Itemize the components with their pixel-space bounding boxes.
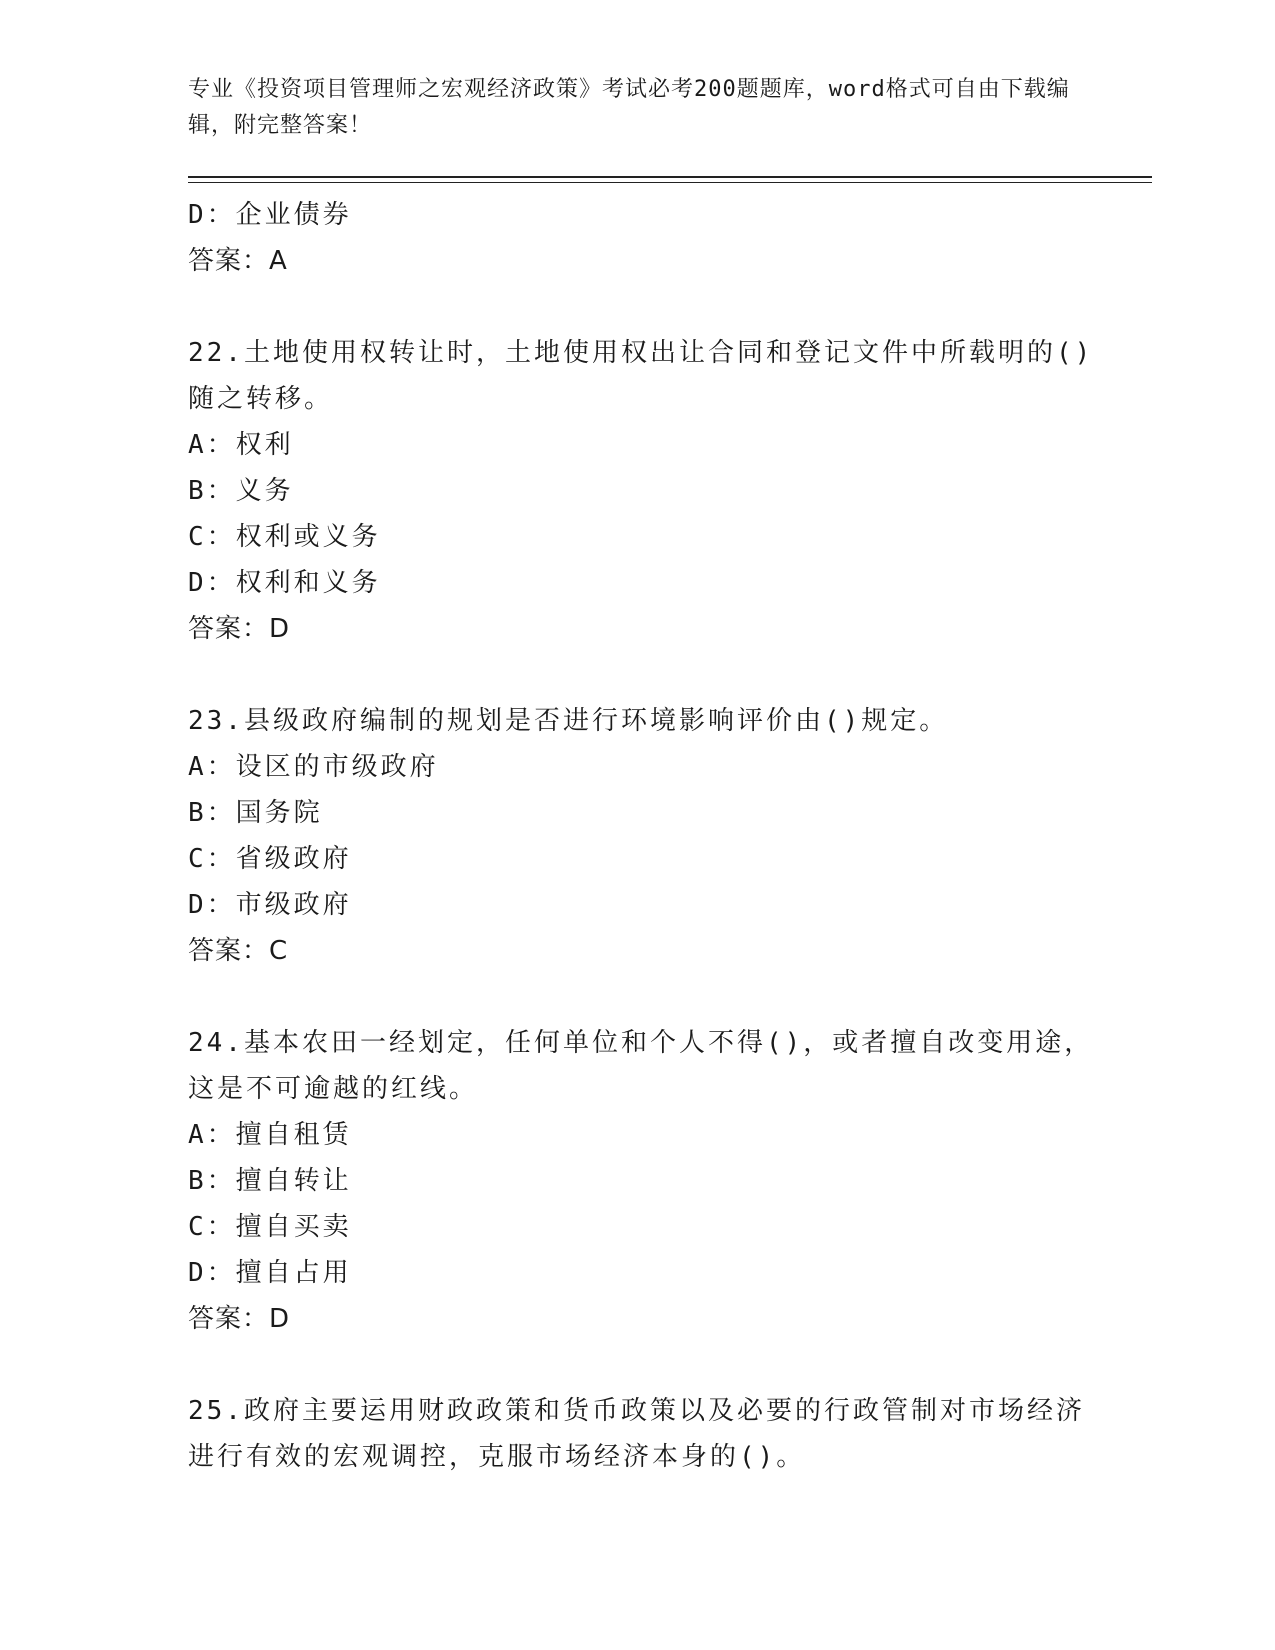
- option-d: D：企业债券: [188, 200, 352, 230]
- question-21-tail: [188, 192, 1088, 284]
- spacer: [188, 284, 1088, 330]
- answer-line: 答案：D: [188, 614, 291, 644]
- option-b: B：义务: [188, 476, 294, 506]
- question-stem: 25.政府主要运用财政政策和货币政策以及必要的行政管制对市场经济: [188, 1396, 1085, 1426]
- question-stem: 22.土地使用权转让时，土地使用权出让合同和登记文件中所载明的(): [188, 338, 1094, 368]
- question-stem: 23.县级政府编制的规划是否进行环境影响评价由()规定。: [188, 706, 949, 736]
- answer-line: 答案：D: [188, 1304, 291, 1334]
- answer-line: 答案：A: [188, 246, 288, 276]
- question-stem-continued: 进行有效的宏观调控，克服市场经济本身的()。: [188, 1442, 806, 1472]
- spacer: [188, 974, 1088, 1020]
- option-c: C：擅自买卖: [188, 1212, 352, 1242]
- document-header: 专业《投资项目管理师之宏观经济政策》考试必考200题题库，word格式可自由下载编辑，附完整答案！: [188, 77, 1070, 138]
- question-stem-continued: 这是不可逾越的红线。: [188, 1074, 479, 1104]
- question-22: [188, 330, 1094, 652]
- question-25: [188, 1388, 1088, 1480]
- option-d: D：擅自占用: [188, 1258, 352, 1288]
- header-rule-thick: [188, 176, 1152, 178]
- spacer: [188, 652, 1088, 698]
- option-a: A：擅自租赁: [188, 1120, 352, 1150]
- option-b: B：擅自转让: [188, 1166, 352, 1196]
- option-b: B：国务院: [188, 798, 323, 828]
- option-c: C：省级政府: [188, 844, 352, 874]
- question-23: [188, 698, 1088, 974]
- option-a: A：权利: [188, 430, 294, 460]
- question-stem-continued: 随之转移。: [188, 384, 334, 414]
- header-rule-thin: [188, 182, 1152, 183]
- option-c: C：权利或义务: [188, 522, 381, 552]
- option-a: A：设区的市级政府: [188, 752, 439, 782]
- spacer: [188, 1342, 1088, 1388]
- question-list: [188, 192, 1094, 1480]
- answer-line: 答案：C: [188, 936, 289, 966]
- option-d: D：市级政府: [188, 890, 352, 920]
- question-24: [188, 1020, 1094, 1342]
- question-stem: 24.基本农田一经划定，任何单位和个人不得()，或者擅自改变用途，: [188, 1028, 1094, 1058]
- option-d: D：权利和义务: [188, 568, 381, 598]
